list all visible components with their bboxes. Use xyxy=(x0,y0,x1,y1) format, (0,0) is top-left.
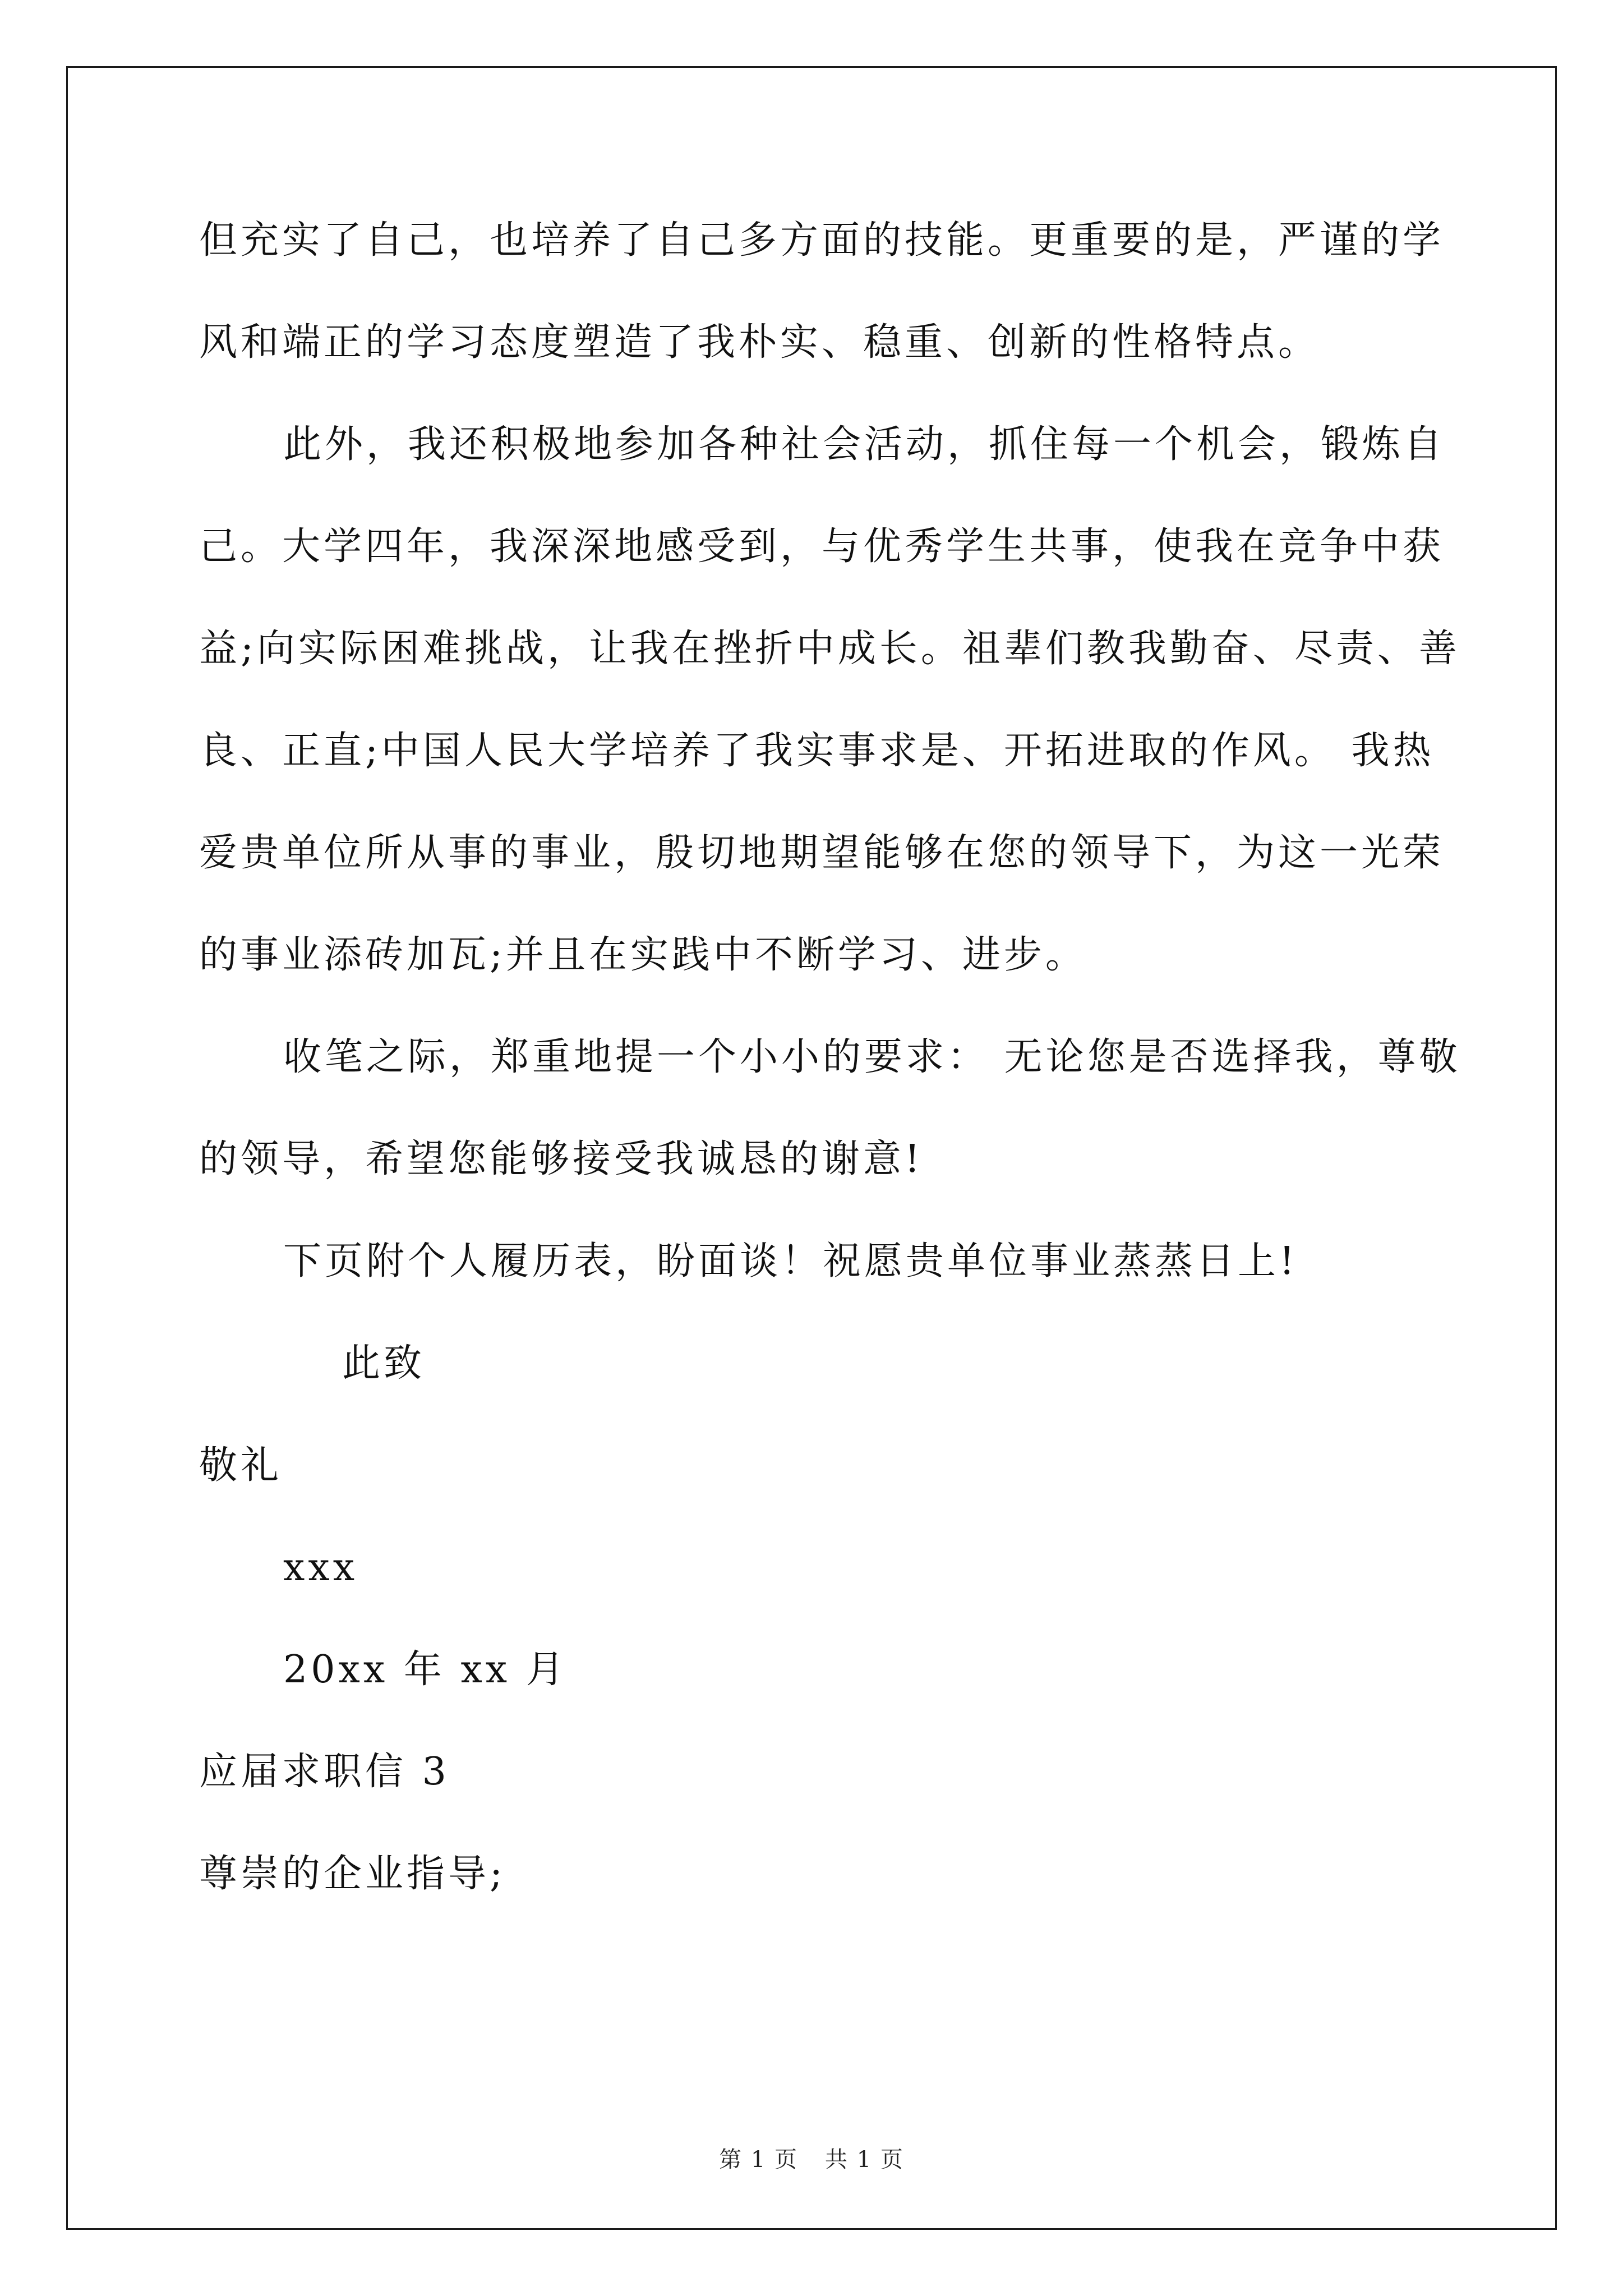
closing-salutation: 此致 xyxy=(342,1341,426,1386)
paragraph-start: 此外，我还积极地参加各种社会活动，抓住每一个机会，锻炼自 xyxy=(283,422,1446,467)
body-line: 益;向实际困难挑战，让我在挫折中成长。祖辈们教我勤奋、尽责、善 xyxy=(199,627,1460,671)
page-number: 第 1 页 xyxy=(719,2147,798,2173)
signature-date: 20xx 年 xx 月 xyxy=(283,1648,568,1692)
page-count: 共 1 页 xyxy=(825,2147,904,2173)
body-line: 但充实了自己，也培养了自己多方面的技能。更重要的是，严谨的学 xyxy=(199,218,1445,263)
body-line: 的领导，希望您能够接受我诚恳的谢意! xyxy=(199,1137,924,1181)
letter-body xyxy=(199,218,1461,1957)
body-line: 爱贵单位所从事的事业，殷切地期望能够在您的领导下，为这一光荣 xyxy=(199,831,1445,875)
body-line: 己。大学四年，我深深地感受到，与优秀学生共事，使我在竞争中获 xyxy=(199,524,1445,569)
body-line: 良、正直;中国人民大学培养了我实事求是、开拓进取的作风。 我热 xyxy=(199,729,1435,773)
body-line: 风和端正的学习态度塑造了我朴实、稳重、创新的性格特点。 xyxy=(199,320,1320,365)
greeting-line: 尊崇的企业指导; xyxy=(199,1852,506,1896)
body-line: 的事业添砖加瓦;并且在实践中不断学习、进步。 xyxy=(199,933,1087,977)
paragraph-start: 收笔之际，郑重地提一个小小的要求： 无论您是否选择我，尊敬 xyxy=(283,1035,1461,1079)
page-footer xyxy=(0,2142,1623,2174)
signature-name: xxx xyxy=(283,1545,358,1590)
section-title: 应届求职信 3 xyxy=(199,1750,450,1794)
closing-regards: 敬礼 xyxy=(199,1443,283,1488)
paragraph-start: 下页附个人履历表，盼面谈！祝愿贵单位事业蒸蒸日上! xyxy=(283,1239,1298,1283)
